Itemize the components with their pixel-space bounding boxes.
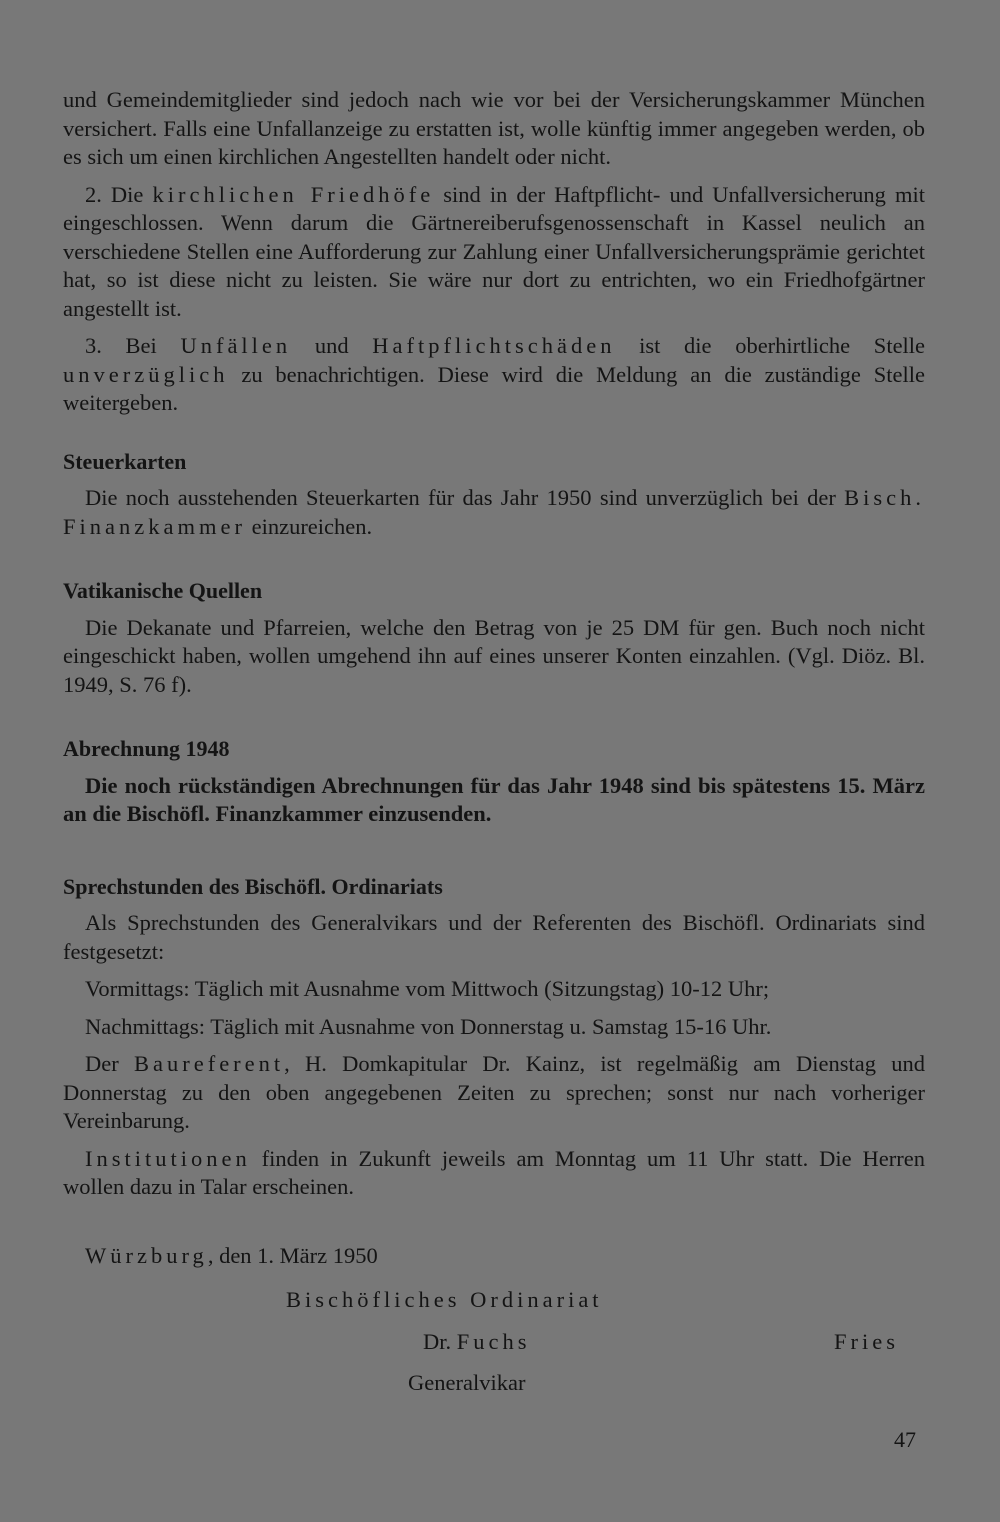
item-2-number: 2. Die (85, 181, 144, 207)
steuerkarten-heading: Steuerkarten (63, 448, 187, 474)
date-text: , den 1. März 1950 (207, 1243, 378, 1268)
document-body (63, 86, 925, 1211)
vatikanische-quellen-heading: Vatikanische Quellen (63, 578, 263, 603)
steuerkarten-spaced-term: Bisch. Finanzkammer (63, 485, 925, 539)
institutionen-paragraph (63, 1145, 925, 1202)
item-2-text: sind in der Haftpflicht- und Unfallversicherung mit eingeschlossen. Wenn darum die Gärtnereiberufsgenossenschaft in Kassel neulich an verschiedene Stellen eine Aufforderung zur Zahlung einer Unfallversicherungsprämie gerichtet hat, so ist diese nicht zu leisten. Sie wäre nur dort zu entrichten, wo ein Friedhofgärtner angestellt ist. (63, 181, 925, 321)
baureferent-paragraph (63, 1050, 925, 1136)
vatikanische-quellen-paragraph: Die Dekanate und Pfarreien, welche den Betrag von je 25 DM für gen. Buch noch nicht eingeschickt haben, wollen umgehend ihn auf eines unserer Konten einzahlen. (Vgl. Diöz. Bl. 1949, S. 76 f). (63, 614, 925, 697)
vormittags-line: Vormittags: Täglich mit Ausnahme vom Mittwoch (Sitzungstag) 10-12 Uhr; (85, 976, 770, 1001)
place-name: Würzburg (85, 1243, 208, 1268)
steuerkarten-text-end: einzureichen. (251, 513, 373, 539)
item-3-paragraph (63, 332, 925, 418)
steuerkarten-text: Die noch ausstehenden Steuerkarten für das Jahr 1950 sind unverzüglich bei der (85, 485, 836, 510)
signatory-1-role: Generalvikar (408, 1370, 526, 1395)
institutionen-text: finden in Zukunft jeweils am Monntag um 11 Uhr statt. Die Herren wollen dazu in Talar erscheinen. (63, 1145, 926, 1199)
item-3-number: 3. Bei (85, 333, 157, 358)
abrechnung-heading: Abrechnung 1948 (63, 736, 230, 761)
office-name: Bischöfliches Ordinariat (286, 1287, 603, 1312)
item-2-paragraph (63, 181, 925, 324)
signatory-1-name: Fuchs (456, 1329, 531, 1354)
item-3-spaced-term-3: unverzüglich (63, 361, 229, 387)
page-number: 47 (894, 1427, 916, 1452)
item-3-text-3: zu benachrichtigen. Diese wird die Meldung an die zuständige Stelle weitergeben. (63, 361, 925, 415)
sprechstunden-paragraph: Als Sprechstunden des Generalvikars und der Referenten des Bischöfl. Ordinariats sind festgesetzt: (63, 910, 925, 964)
intro-paragraph: und Gemeindemitglieder sind jedoch nach wie vor bei der Versicherungskammer München versichert. Falls eine Unfallanzeige zu erstatten ist, wolle künftig immer angegeben werden, ob es sich um einen kirchlichen Angestellten handelt oder nicht. (63, 87, 925, 169)
nachmittags-line: Nachmittags: Täglich mit Ausnahme von Donnerstag u. Samstag 15-16 Uhr. (85, 1013, 772, 1039)
sprechstunden-heading: Sprechstunden des Bischöfl. Ordinariats (63, 873, 443, 899)
institutionen-spaced-term: Institutionen (85, 1145, 251, 1171)
steuerkarten-paragraph (63, 484, 925, 541)
abrechnung-paragraph: Die noch rückständigen Abrechnungen für das Jahr 1948 sind bis spätestens 15. März an die Bischöfl. Finanzkammer einzusenden. (63, 772, 925, 826)
item-3-spaced-term-1: Unfällen (180, 333, 292, 358)
signatory-1 (423, 1329, 531, 1355)
item-3-text-2: ist die oberhirtliche Stelle (639, 333, 926, 358)
item-3-spaced-term-2: Haftpflichtschäden (372, 333, 616, 358)
item-3-text-1: und (314, 333, 349, 358)
baureferent-text: , H. Domkapitular Dr. Kainz, ist regelmäßig am Dienstag und Donnerstag zu den oben angegebenen Zeiten zu sprechen; sonst nur nach vorheriger Vereinbarung. (63, 1051, 926, 1133)
baureferent-spaced-term: Baureferent (133, 1051, 285, 1076)
signatory-2-name: Fries (834, 1329, 899, 1354)
baureferent-text-start: Der (85, 1051, 119, 1076)
place-date-line (85, 1243, 378, 1269)
item-2-spaced-term: kirchlichen Friedhöfe (152, 181, 435, 207)
signatory-1-title-prefix: Dr. (423, 1329, 452, 1354)
